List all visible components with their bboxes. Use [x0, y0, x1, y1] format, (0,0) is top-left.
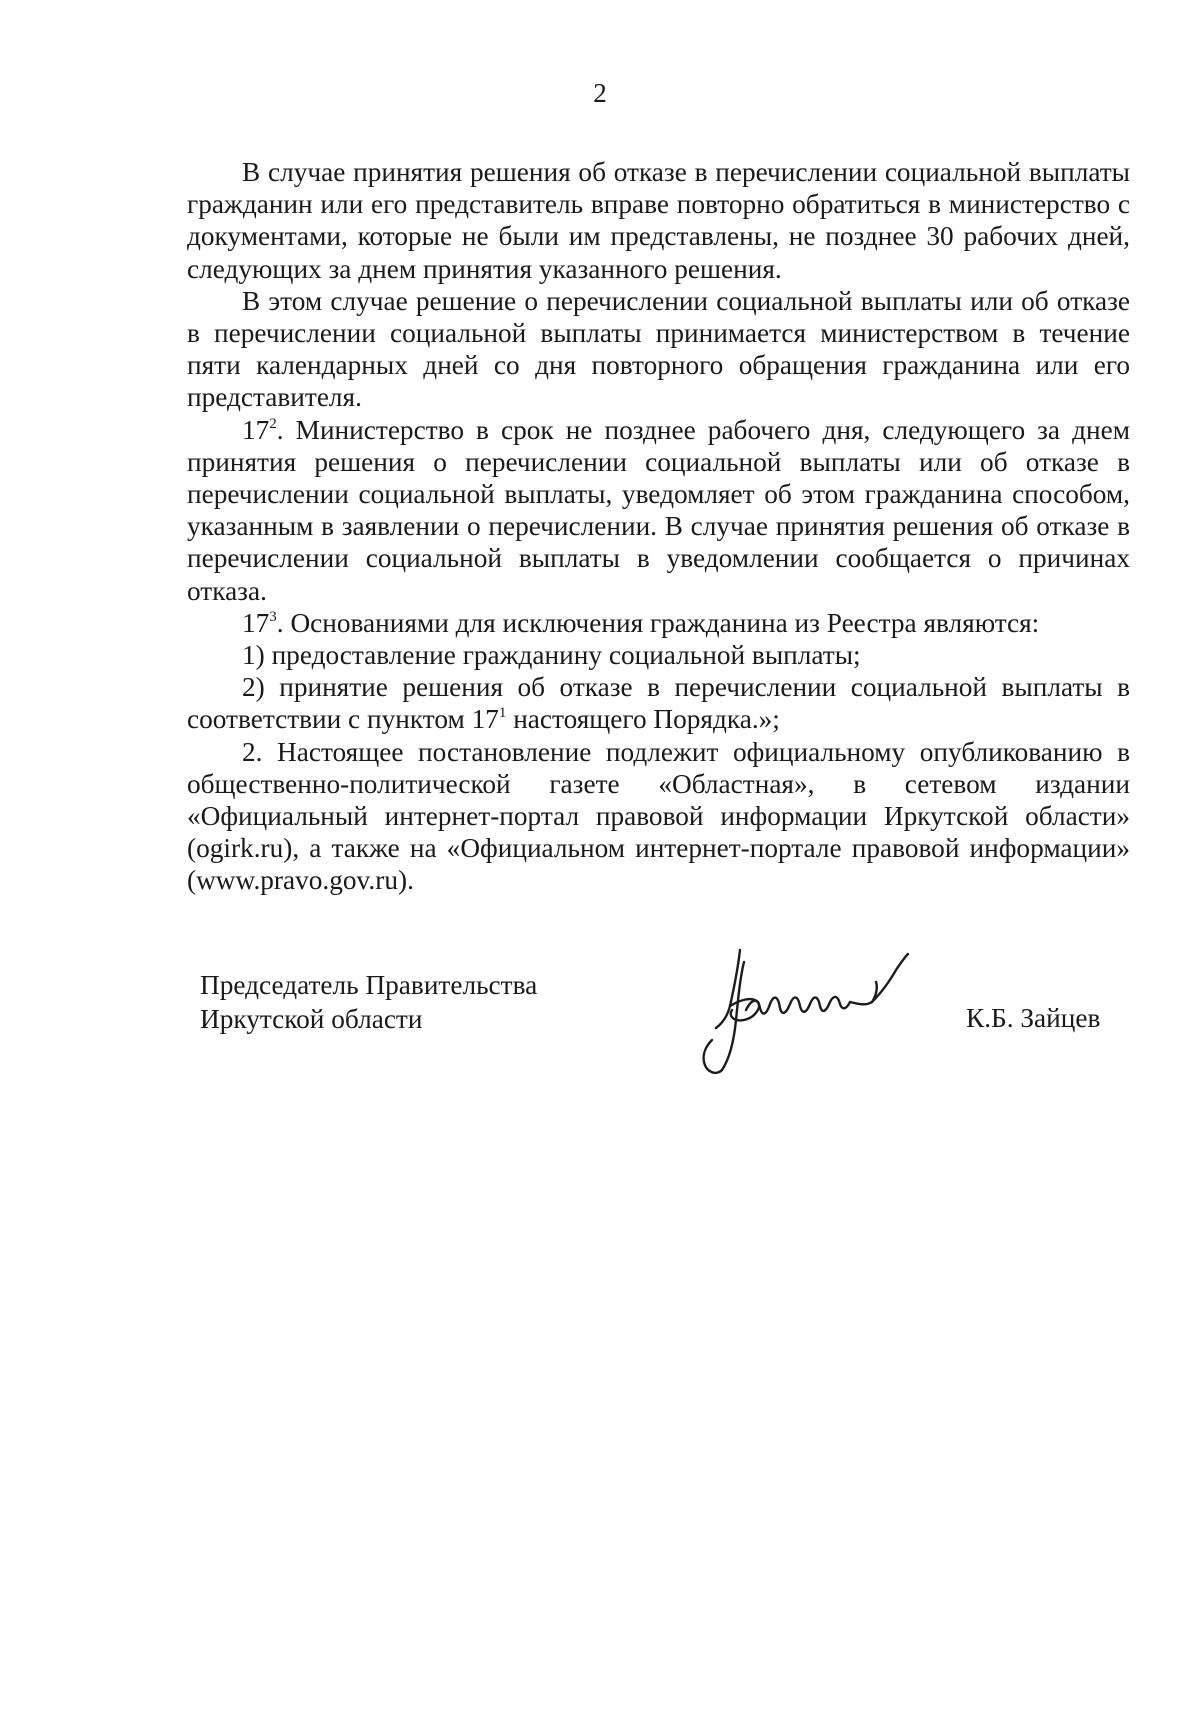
list-item-1 [187, 639, 1130, 671]
page-number: 2 [593, 78, 607, 108]
handwritten-signature [700, 948, 940, 1078]
paragraph-text: . Министерство в срок не позднее рабочего дня, следующего за днем принятия решения о перечислении социальной выплаты или об отказе в перечислении социальной выплаты, уведомляет об этом гражданина способом, указанным в заявлении о перечислении. В случае принятия решения об отказе в перечислении социальной выплаты в уведомлении сообщается о причинах отказа. [187, 414, 1130, 606]
paragraph-text: настоящего Порядка.»; [506, 704, 780, 735]
paragraph-publication [187, 736, 1130, 897]
signatory-position [200, 968, 537, 1036]
paragraph-text: В этом случае решение о перечислении социальной выплаты или об отказе в перечислении социальной выплаты принимается министерством в течение пяти календарных дней со дня повторного обращения гражданина или его представителя. [187, 285, 1130, 413]
list-item-2 [187, 671, 1130, 735]
paragraph-refusal-reapply [187, 156, 1130, 285]
clause-number: 17 [242, 607, 270, 638]
paragraph-text: 2. Настоящее постановление подлежит официальному опубликованию в общественно-политической газете «Областная», в сетевом издании «Официальный интернет-портал правовой информации Иркутской области» (ogirk.ru), а также на «Официальном интернет-портале правовой информации» (www.pravo.gov.ru). [187, 736, 1130, 896]
signatory-name: К.Б. Зайцев [966, 1003, 1101, 1033]
paragraph-text: . Основаниями для исключения гражданина из Реестра являются: [276, 607, 1040, 638]
clause-number: 17 [242, 414, 270, 445]
paragraph-decision-term [187, 285, 1130, 414]
paragraph-text: 1) предоставление гражданину социальной выплаты; [242, 640, 861, 671]
paragraph-17-2 [187, 414, 1130, 607]
paragraph-text: В случае принятия решения об отказе в перечислении социальной выплаты гражданин или его представитель вправе повторно обратиться в министерство с документами, которые не были им представлены, не позднее 30 рабочих дней, следующих за днем принятия указанного решения. [187, 157, 1130, 284]
clause-superscript: 1 [498, 705, 507, 722]
position-line: Председатель Правительства [200, 970, 538, 1000]
clause-superscript: 2 [269, 415, 277, 432]
paragraph-text: 2) принятие решения об отказе в перечислении социальной выплаты в соответствии с пунктом 17 [187, 672, 1130, 735]
position-line: Иркутской области [200, 1004, 423, 1034]
clause-superscript: 3 [269, 608, 277, 625]
paragraph-17-3 [187, 607, 1130, 639]
document-body [187, 156, 1130, 897]
